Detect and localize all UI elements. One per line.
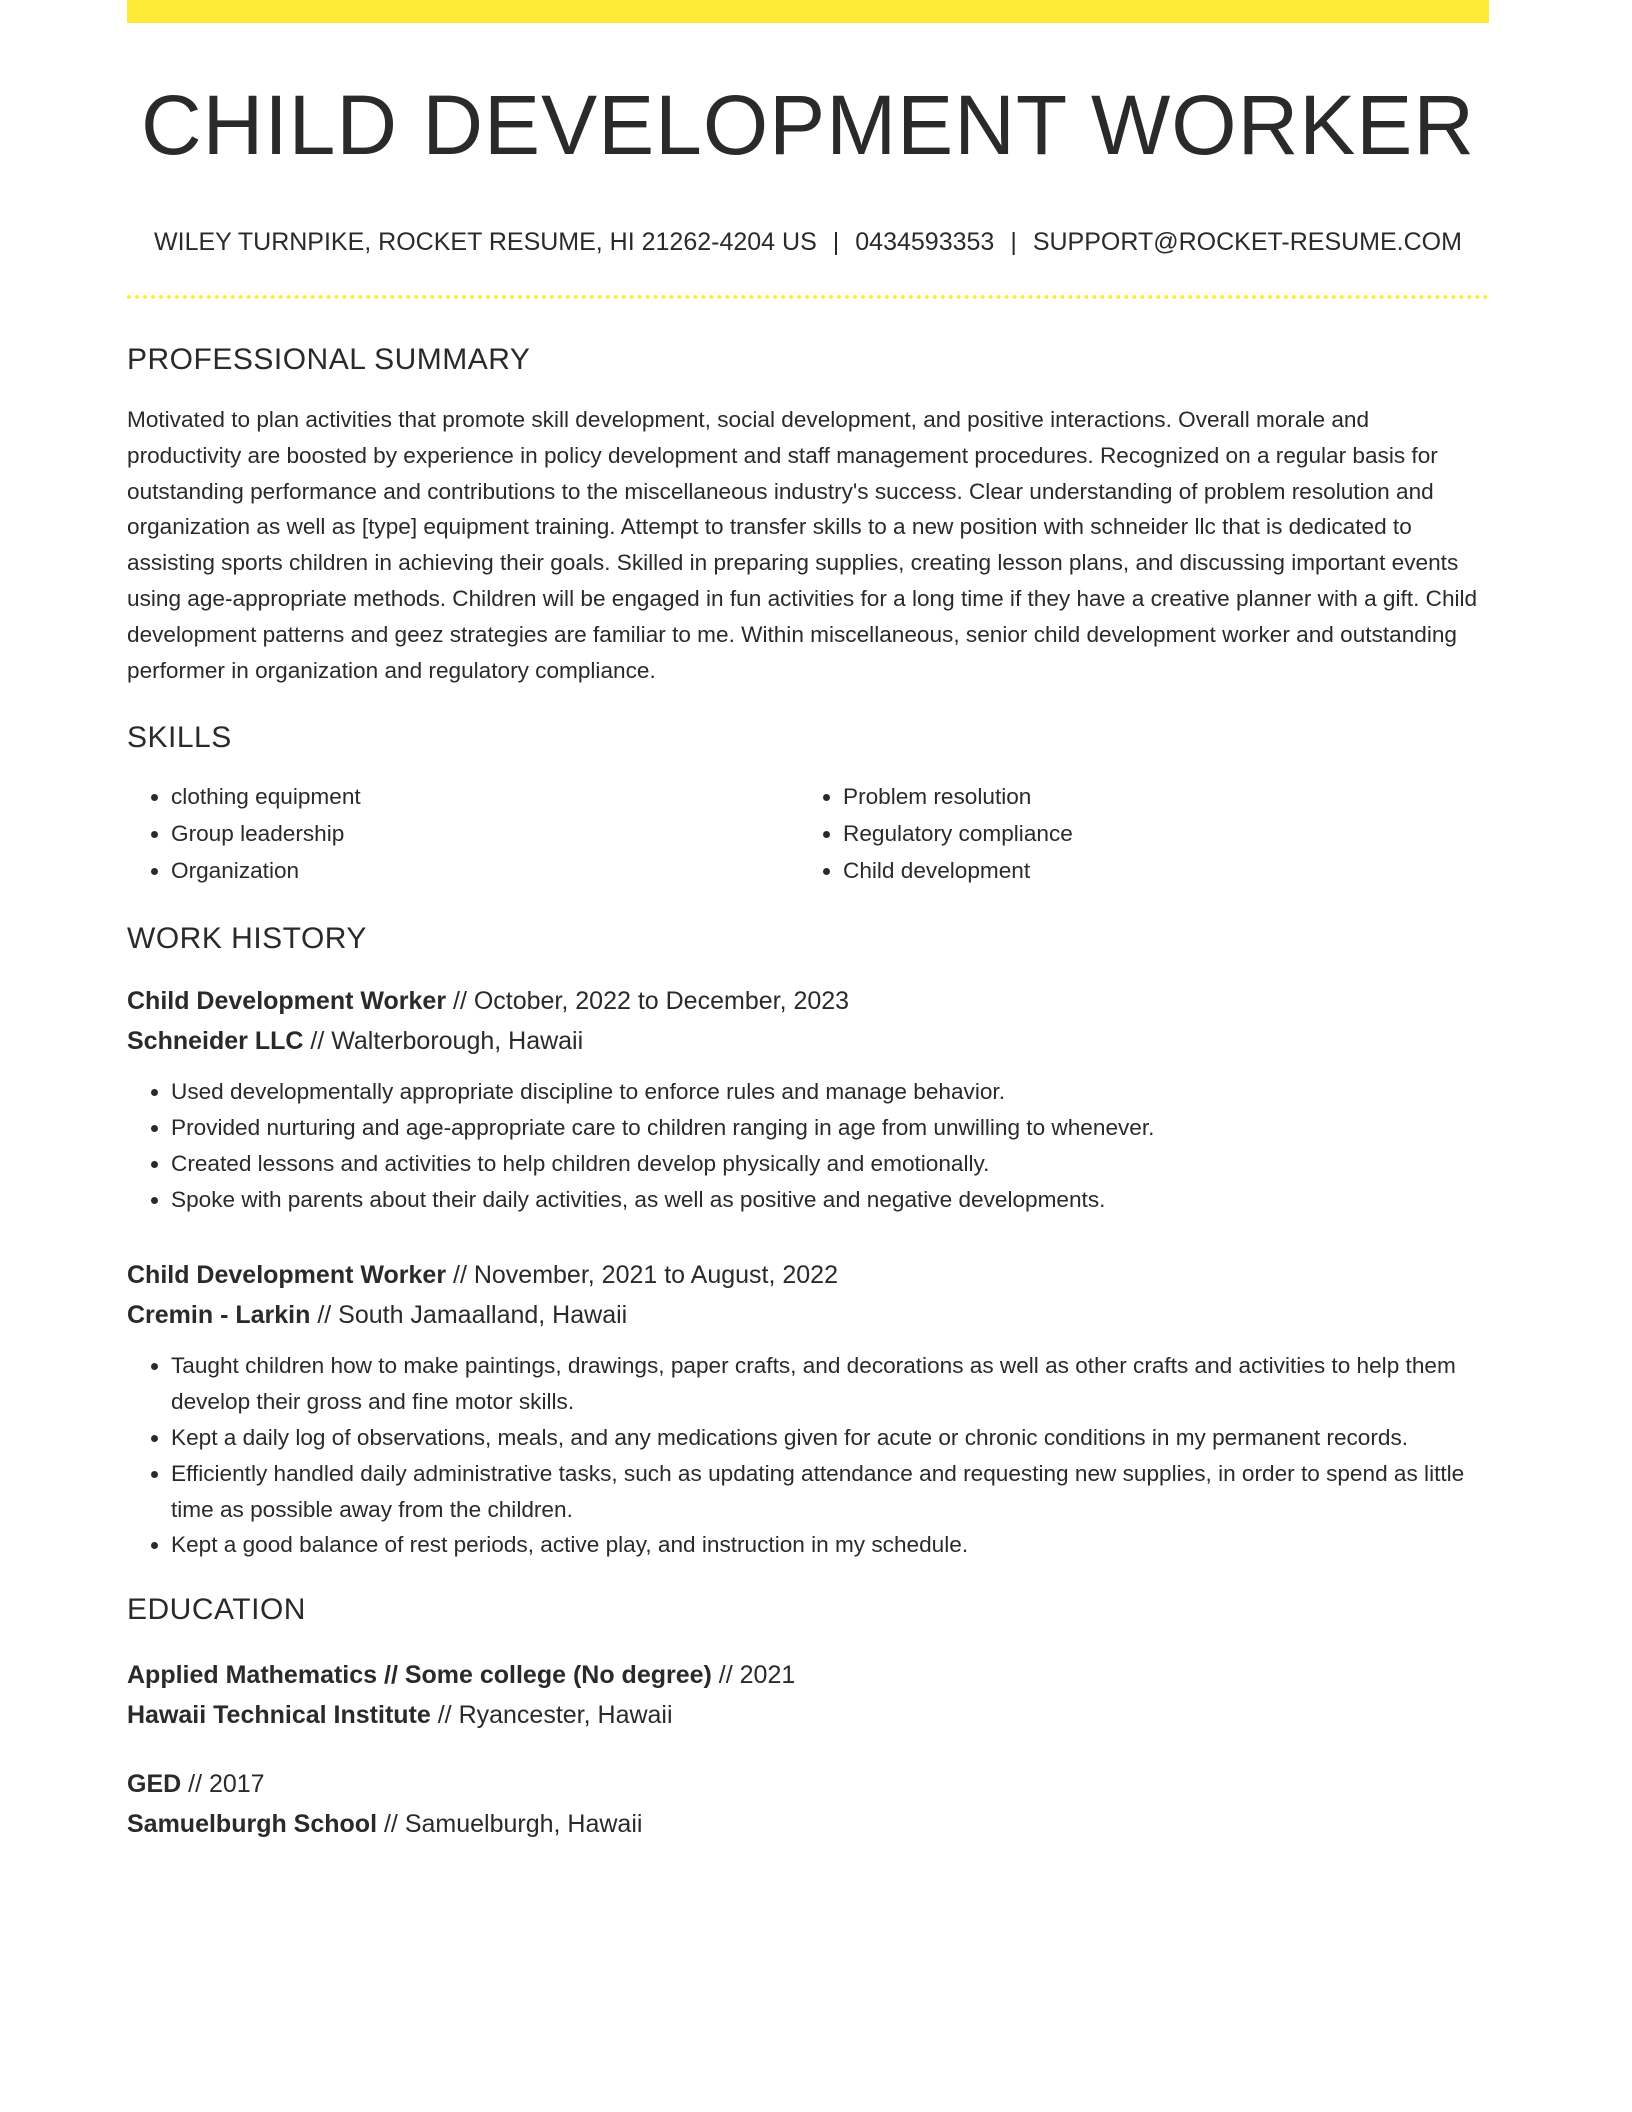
education-entry — [127, 1765, 1489, 1844]
job-company-line — [127, 1022, 1489, 1062]
education-year: // 2021 — [711, 1661, 796, 1690]
job-entry — [127, 982, 1489, 1217]
skill-item: • Problem resolution — [843, 779, 1489, 816]
job-duty: • Spoke with parents about their daily activities, as well as positive and negative developments. — [171, 1182, 1489, 1218]
skills-list — [127, 779, 1489, 889]
education-school-line — [127, 1696, 1489, 1736]
contact-line — [127, 227, 1489, 257]
job-duty: • Kept a good balance of rest periods, active play, and instruction in my schedule. — [171, 1527, 1489, 1563]
job-title-line — [127, 982, 1489, 1022]
education-degree-line — [127, 1765, 1489, 1805]
skill-item: • Regulatory compliance — [843, 816, 1489, 853]
job-title: Child Development Worker — [127, 987, 447, 1016]
job-dates: // October, 2022 to December, 2023 — [446, 987, 850, 1016]
education-degree: GED — [127, 1770, 182, 1799]
job-company: Schneider LLC — [127, 1026, 304, 1055]
top-accent-bar — [127, 0, 1489, 23]
job-duty: • Taught children how to make paintings, drawings, paper crafts, and decorations as well as other crafts and activities to help them develop their gross and fine motor skills. — [171, 1348, 1489, 1420]
skill-item: • Organization — [171, 853, 799, 890]
skills-column-right — [799, 779, 1489, 889]
job-company: Cremin - Larkin — [127, 1300, 311, 1329]
skill-item: • Group leadership — [171, 816, 799, 853]
job-title: Child Development Worker — [127, 1261, 447, 1290]
education-school: Hawaii Technical Institute — [127, 1700, 431, 1729]
education-heading: EDUCATION — [127, 1593, 306, 1627]
contact-separator: | — [1010, 228, 1017, 256]
job-entry — [127, 1256, 1489, 1563]
education-degree: Applied Mathematics // Some college (No degree) — [127, 1661, 712, 1690]
job-company-line — [127, 1296, 1489, 1336]
job-duties — [127, 1074, 1489, 1217]
contact-phone: 0434593353 — [855, 228, 995, 256]
dotted-divider — [127, 295, 1489, 299]
education-entry — [127, 1656, 1489, 1735]
job-duty: • Used developmentally appropriate discipline to enforce rules and manage behavior. — [171, 1074, 1489, 1110]
job-duty: • Kept a daily log of observations, meals, and any medications given for acute or chronic conditions in my permanent records. — [171, 1420, 1489, 1456]
education-year: // 2017 — [181, 1770, 265, 1799]
skill-item: • Child development — [843, 853, 1489, 890]
education-location: // Ryancester, Hawaii — [430, 1700, 673, 1729]
education-school-line — [127, 1805, 1489, 1845]
job-duty: • Provided nurturing and age-appropriate care to children ranging in age from unwilling to whenever. — [171, 1110, 1489, 1146]
job-duty: • Created lessons and activities to help children develop physically and emotionally. — [171, 1146, 1489, 1182]
job-location: // Walterborough, Hawaii — [303, 1026, 584, 1055]
job-dates: // November, 2021 to August, 2022 — [446, 1261, 838, 1290]
job-location: // South Jamaalland, Hawaii — [310, 1300, 628, 1329]
contact-email: SUPPORT@ROCKET-RESUME.COM — [1032, 228, 1462, 256]
skill-item: • clothing equipment — [171, 779, 799, 816]
work-history-heading: WORK HISTORY — [127, 922, 367, 956]
contact-separator: | — [832, 228, 840, 256]
education-location: // Samuelburgh, Hawaii — [377, 1809, 643, 1838]
job-duties — [127, 1348, 1489, 1563]
education-school: Samuelburgh School — [127, 1809, 378, 1838]
resume-page — [127, 0, 1489, 1844]
skills-heading: SKILLS — [127, 721, 232, 755]
summary-text: Motivated to plan activities that promote skill development, social development, and positive interactions. Overall morale and productivity are boosted by experience in policy development and staff management procedures. Recognized on a regular basis for outstanding performance and contributions to the miscellaneous industry's success. Clear understanding of problem resolution and organization as well as [type] equipment training. Attempt to transfer skills to a new position with schneider llc that is dedicated to assisting sports children in achieving their goals. Skilled in preparing supplies, creating lesson plans, and discussing important events using age-appropriate methods. Children will be engaged in fun activities for a long time if they have a creative planner with a gift. Child development patterns and geez strategies are familiar to me. Within miscellaneous, senior child development worker and outstanding performer in organization and regulatory compliance. — [127, 407, 1478, 683]
skills-column-left — [127, 779, 799, 889]
job-duty: • Efficiently handled daily administrative tasks, such as updating attendance and requesting new supplies, in order to spend as little time as possible away from the children. — [171, 1456, 1489, 1528]
education-degree-line — [127, 1656, 1489, 1696]
resume-title: CHILD DEVELOPMENT WORKER — [141, 78, 1475, 172]
job-title-line — [127, 1256, 1489, 1296]
summary-heading: PROFESSIONAL SUMMARY — [127, 343, 531, 376]
contact-address: WILEY TURNPIKE, ROCKET RESUME, HI 21262-4204 US — [154, 228, 817, 256]
